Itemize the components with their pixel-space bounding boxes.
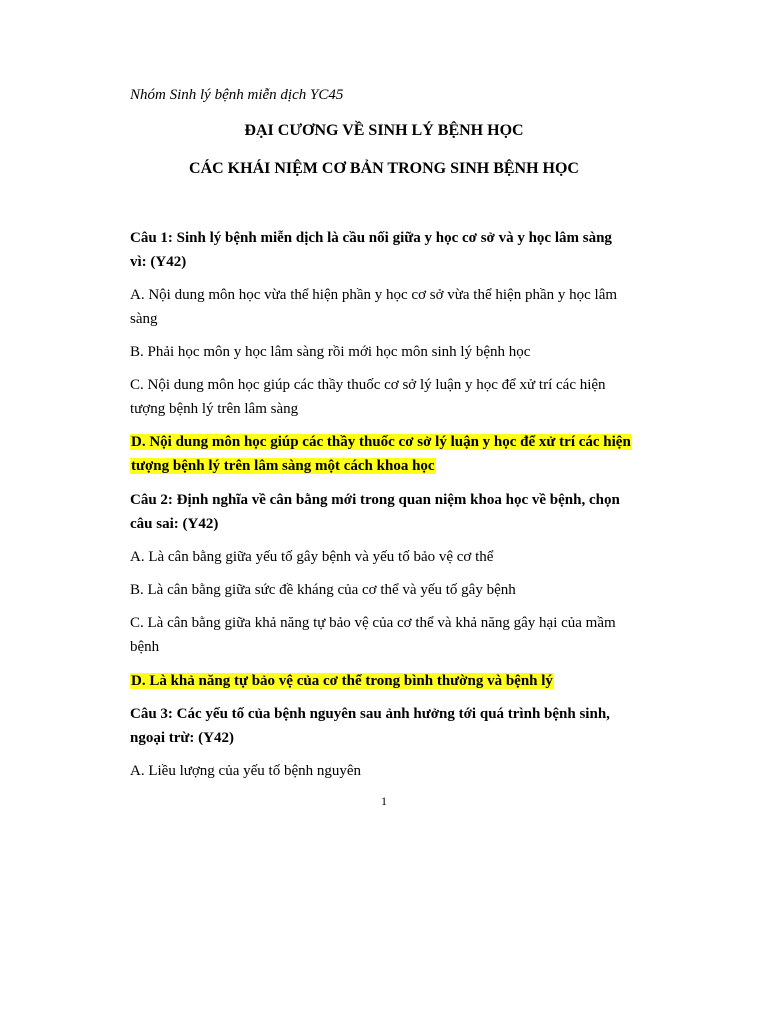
question-1 xyxy=(130,226,650,274)
question-3-line-1: Câu 3: Các yếu tố của bệnh nguyên sau ảnh hưởng tới quá trình bệnh sinh, xyxy=(130,706,610,722)
option-line: C. Nội dung môn học giúp các thầy thuốc cơ sở lý luận y học để xử trí các hiện xyxy=(130,377,606,393)
question-1-line-1: Câu 1: Sinh lý bệnh miễn dịch là cầu nối giữa y học cơ sở và y học lâm sàng xyxy=(130,230,612,246)
question-2-option-c xyxy=(130,611,650,659)
option-line: sàng xyxy=(130,311,158,327)
question-2-line-1: Câu 2: Định nghĩa về cân bằng mới trong quan niệm khoa học về bệnh, chọn xyxy=(130,492,620,508)
page-number: 1 xyxy=(381,794,387,808)
question-3 xyxy=(130,702,650,750)
question-1-option-a xyxy=(130,283,650,331)
option-line: A. Là cân bằng giữa yếu tố gây bệnh và yếu tố bảo vệ cơ thể xyxy=(130,549,494,565)
correct-answer-line: tượng bệnh lý trên lâm sàng một cách khoa học xyxy=(131,458,435,474)
question-1-option-c xyxy=(130,373,650,421)
question-2-option-a xyxy=(130,545,650,569)
group-note: Nhóm Sinh lý bệnh miễn dịch YC45 xyxy=(130,87,344,103)
document-subtitle: CÁC KHÁI NIỆM CƠ BẢN TRONG SINH BỆNH HỌC xyxy=(189,160,579,177)
option-line: bệnh xyxy=(130,639,160,655)
question-1-option-b xyxy=(130,340,650,364)
option-line: C. Là cân bằng giữa khả năng tự bảo vệ của cơ thể và khả năng gây hại của mầm xyxy=(130,615,616,631)
correct-answer-line: D. Nội dung môn học giúp các thầy thuốc cơ sở lý luận y học để xử trí các hiện xyxy=(131,434,631,450)
option-line: A. Liều lượng của yếu tố bệnh nguyên xyxy=(130,763,362,779)
document-title: ĐẠI CƯƠNG VỀ SINH LÝ BỆNH HỌC xyxy=(244,122,524,139)
correct-answer-line: D. Là khả năng tự bảo vệ của cơ thể trong bình thường và bệnh lý xyxy=(131,673,553,689)
question-2-line-2: câu sai: (Y42) xyxy=(130,516,219,532)
question-1-option-d-correct xyxy=(130,430,650,478)
question-3-line-2: ngoại trừ: (Y42) xyxy=(130,730,234,746)
option-line: tượng bệnh lý trên lâm sàng xyxy=(130,401,299,417)
question-1-line-2: vì: (Y42) xyxy=(130,254,187,270)
question-2-option-d-correct xyxy=(130,669,650,693)
option-line: A. Nội dung môn học vừa thể hiện phần y học cơ sở vừa thể hiện phần y học lâm xyxy=(130,287,618,303)
option-line: B. Phải học môn y học lâm sàng rồi mới học môn sinh lý bệnh học xyxy=(130,344,531,360)
question-2 xyxy=(130,488,650,536)
option-line: B. Là cân bằng giữa sức đề kháng của cơ thể và yếu tố gây bệnh xyxy=(130,582,516,598)
question-3-option-a xyxy=(130,759,650,783)
question-2-option-b xyxy=(130,578,650,602)
